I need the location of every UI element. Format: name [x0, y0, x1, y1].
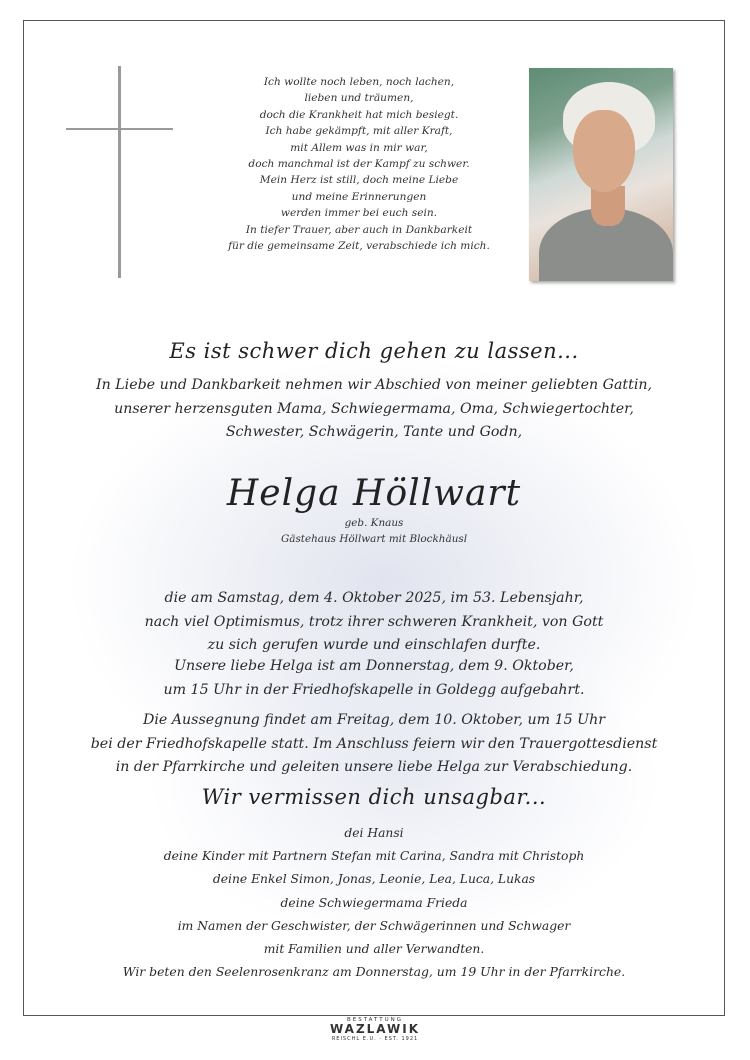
mourners-list: [24, 822, 724, 961]
heading-farewell: Es ist schwer dich gehen zu lassen...: [169, 339, 579, 363]
viewing-line: Unsere liebe Helga ist am Donnerstag, dem 9. Oktober,: [174, 658, 574, 674]
poem-line: Ich habe gekämpft, mit aller Kraft,: [265, 125, 453, 138]
poem-line: Ich wollte noch leben, noch lachen,: [263, 76, 455, 88]
funeral-line: in der Pfarrkirche und geleiten unsere liebe Helga zur Verabschiedung.: [115, 759, 633, 775]
intro-line: In Liebe und Dankbarkeit nehmen wir Abschied von meiner geliebten Gattin,: [95, 377, 653, 393]
logo-subline: REISCHL E.U. · EST. 1921: [331, 1036, 419, 1042]
intro-text: [24, 374, 724, 445]
maiden-line: geb. Knaus: [344, 517, 404, 529]
viewing-line: um 15 Uhr in der Friedhofskapelle in Goldegg aufgebahrt.: [163, 681, 585, 698]
funeral-line: Die Aussegnung findet am Freitag, dem 10. Oktober, um 15 Uhr: [142, 712, 606, 728]
logo-brand: WAZLAWIK: [329, 1022, 421, 1036]
death-notice: [24, 587, 724, 658]
mourner-line: im Namen der Geschwister, der Schwägerinnen und Schwager: [177, 918, 571, 933]
poem-line: Mein Herz ist still, doch meine Liebe: [259, 174, 459, 187]
death-line: nach viel Optimismus, trotz ihrer schweren Krankheit, von Gott: [144, 613, 604, 630]
cross-icon-bar: [66, 128, 173, 130]
maiden-line: Gästehaus Höllwart mit Blockhäusl: [280, 533, 468, 545]
portrait-photo: [529, 68, 673, 281]
death-line: die am Samstag, dem 4. Oktober 2025, im 53. Lebensjahr,: [164, 590, 584, 606]
funeral-home-logo: [300, 1017, 450, 1042]
poem: [209, 74, 509, 254]
mourner-line: mit Familien und aller Verwandten.: [263, 942, 485, 957]
deceased-name: Helga Höllwart: [226, 473, 522, 514]
mourner-line: deine Schwiegermama Frieda: [280, 895, 468, 910]
poem-line: doch die Krankheit hat mich besiegt.: [259, 108, 459, 121]
intro-line: unserer herzensguten Mama, Schwiegermama, Oma, Schwiegertochter,: [114, 400, 634, 417]
viewing-notice: [24, 655, 724, 702]
mourner-line: deine Enkel Simon, Jonas, Leonie, Lea, Luca, Lukas: [212, 872, 536, 887]
poem-line: lieben und träumen,: [304, 92, 414, 105]
poem-line: und meine Erinnerungen: [291, 190, 427, 203]
death-line: zu sich gerufen wurde und einschlafen durfte.: [207, 637, 541, 653]
funeral-line: bei der Friedhofskapelle statt. Im Anschluss feiern wir den Trauergottesdienst: [90, 735, 658, 752]
mourner-line: deine Kinder mit Partnern Stefan mit Carina, Sandra mit Christoph: [163, 849, 585, 864]
funeral-notice: [24, 709, 724, 780]
cross-icon: [118, 66, 121, 278]
logo-line: BESTATTUNG: [346, 1017, 404, 1023]
maiden-name: [24, 515, 724, 547]
poem-line: werden immer bei euch sein.: [280, 207, 438, 220]
intro-line: Schwester, Schwägerin, Tante und Godn,: [225, 424, 523, 440]
poem-line: doch manchmal ist der Kampf zu schwer.: [248, 158, 470, 171]
mourner-line: dei Hansi: [344, 826, 404, 840]
rosary-notice: Wir beten den Seelenrosenkranz am Donnerstag, um 19 Uhr in der Pfarrkirche.: [122, 964, 626, 979]
poem-line: für die gemeinsame Zeit, verabschiede ich mich.: [228, 240, 490, 253]
obituary-card: [23, 20, 725, 1016]
heading-missing: Wir vermissen dich unsagbar...: [201, 785, 547, 809]
poem-line: In tiefer Trauer, aber auch in Dankbarkeit: [245, 223, 473, 236]
poem-line: mit Allem was in mir war,: [290, 141, 428, 154]
